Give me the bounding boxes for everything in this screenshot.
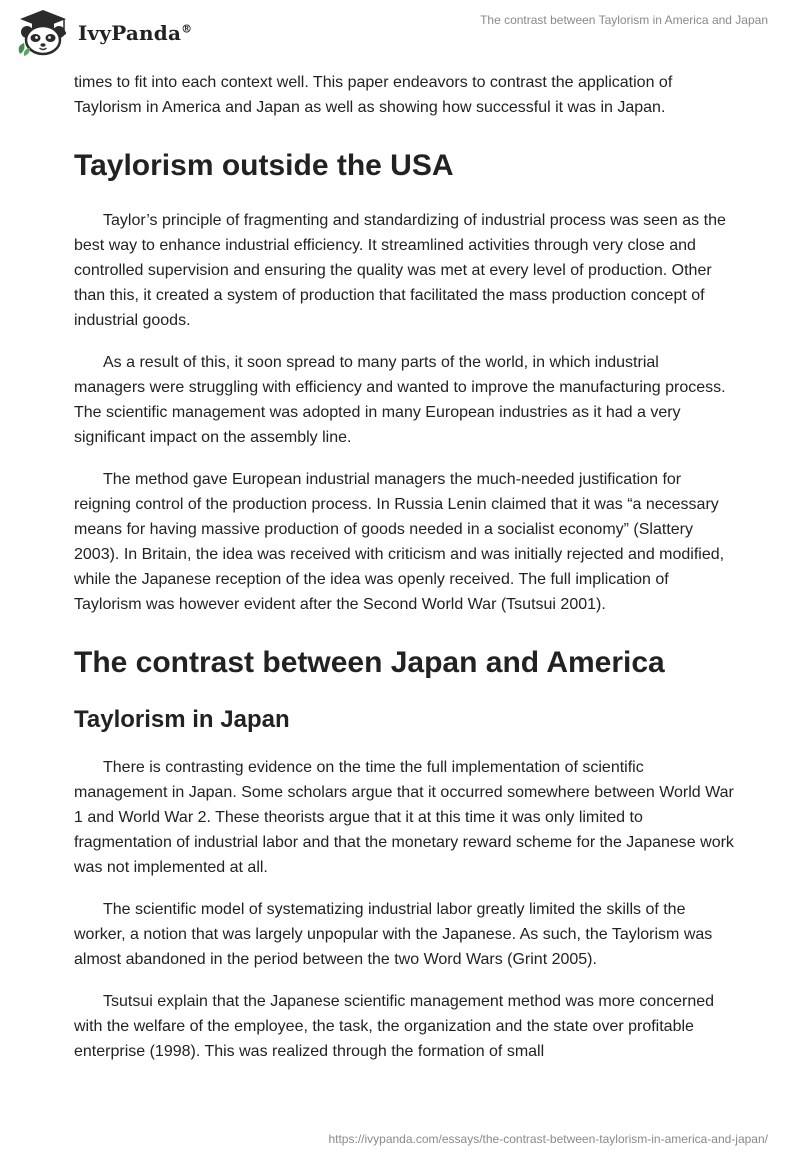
paragraph: The method gave European industrial managers the much-needed justification for reigning control of the production process. In Russia Lenin claimed that it was “a necessary means for having massive production of goods needed in a socialist economy” (Slattery 2003). In Britain, the idea was received with criticism and was initially rejected and modified, while the Japanese reception of the idea was openly received. The full implication of Taylorism was however evident after the Second World War (Tsutsui 2001). [74, 471, 725, 613]
intro-paragraph: times to fit into each context well. This paper endeavors to contrast the application of Taylorism in America and Japan as well as showing how successful it was in Japan. [74, 74, 673, 116]
page-header [0, 0, 800, 70]
section-heading-taylorism-outside-usa: Taylorism outside the USA [74, 149, 454, 182]
paragraph: Taylor’s principle of fragmenting and standardizing of industrial process was seen as the best way to enhance industrial efficiency. It streamlined activities through very close and controlled supervision and ensuring the quality was met at every level of production. Other than this, it created a system of production that facilitated the mass production concept of industrial goods. [74, 212, 726, 329]
panda-graduate-icon [14, 8, 72, 58]
section-heading-contrast-japan-america: The contrast between Japan and America [74, 646, 665, 679]
ivypanda-logo[interactable] [14, 8, 192, 58]
paragraph: There is contrasting evidence on the time the full implementation of scientific management in Japan. Some scholars argue that it occurred somewhere between World War 1 and World War 2. These theorists argue that it at this time it was only limited to fragmentation of industrial labor and that the monetary reward scheme for the Japanese work was not implemented at all. [74, 759, 734, 876]
source-url[interactable]: https://ivypanda.com/essays/the-contrast-between-taylorism-in-america-and-japan/ [328, 1132, 768, 1146]
essay-content [74, 70, 734, 1081]
paragraph: Tsutsui explain that the Japanese scientific management method was more concerned with the welfare of the employee, the task, the organization and the state over profitable enterprise (1998). This was realized through the formation of small [74, 993, 715, 1060]
brand-name: IvyPanda® [78, 21, 193, 45]
paragraph: As a result of this, it soon spread to many parts of the world, in which industrial managers were struggling with efficiency and wanted to improve the manufacturing process. The scientific management was adopted in many European industries as it had a very significant impact on the assembly line. [74, 354, 726, 446]
document-title: The contrast between Taylorism in America and Japan [480, 13, 768, 27]
paragraph: The scientific model of systematizing industrial labor greatly limited the skills of the worker, a notion that was largely unpopular with the Japanese. As such, the Taylorism was almost abandoned in the period between the two Word Wars (Grint 2005). [74, 901, 713, 968]
subheading-taylorism-in-japan: Taylorism in Japan [74, 706, 290, 733]
